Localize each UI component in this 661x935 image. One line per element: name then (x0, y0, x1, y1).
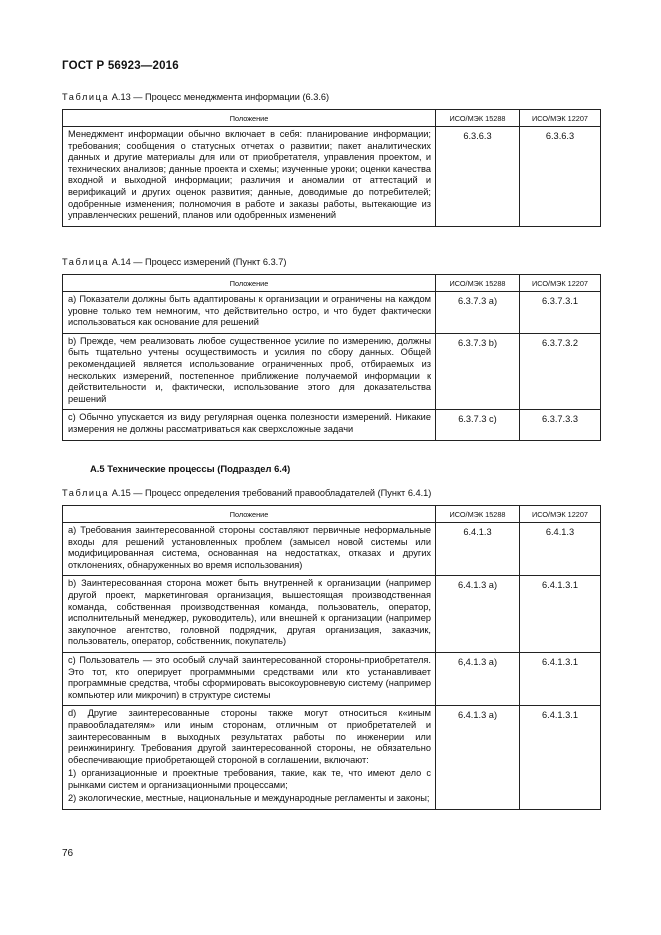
iso12207-ref: 6.3.7.3.2 (520, 333, 601, 410)
table-header-row (63, 506, 601, 523)
provision-text: Менеджмент информации обычно включает в себя: планирование информации; требования; сообщения о статусных отчетах о развитии; пакет аналитических данных и другие материалы для или от приобретателя, управления проектом, и технических анализов; данные проекта и схемы; изученные уроки; оценки качества входной и выходной информации; различия и аномалии от аттестаций и верификаций и других оценок развития; данные, доводимые до потребителей; одобренные изменения; полномочия в работе и заказы работы, вытекающие из управленческих решений, планов или одобренных изменений (68, 129, 431, 221)
provision-text: b) Прежде, чем реализовать любое существенное усилие по измерению, должны быть тщательно учтены осуществимость и усилия по сбору данных. Общей рекомендацией является использование ограниченных проб, отбираемых из нескольких измерений, постепенное приближение получаемой информации к действительности и, фактически, использование этого для доказательства решений (68, 335, 431, 404)
table-title: А.15 — Процесс определения требований правообладателей (Пункт 6.4.1) (111, 488, 432, 498)
iso12207-ref: 6.3.7.3.1 (520, 292, 601, 334)
iso15288-ref: 6.3.6.3 (436, 127, 520, 227)
table-row (63, 410, 601, 440)
table-a14-caption (62, 257, 286, 267)
table-a13 (62, 109, 601, 227)
iso12207-ref: 6.4.1.3.1 (520, 652, 601, 705)
iso12207-ref: 6.3.6.3 (520, 127, 601, 227)
iso15288-ref: 6.4.1.3 a) (436, 706, 520, 810)
table-a14 (62, 274, 601, 441)
provision-text: c) Обычно упускается из виду регулярная оценка полезности измерений. Никакие измерения не должны рассматриваться как сверхсложные задачи (68, 412, 431, 434)
provision-cell (63, 333, 436, 410)
iso12207-ref: 6.3.7.3.3 (520, 410, 601, 440)
table-row (63, 706, 601, 810)
iso15288-ref: 6,4.1.3 a) (436, 652, 520, 705)
table-row (63, 523, 601, 576)
iso15288-ref: 6.4.1.3 (436, 523, 520, 576)
iso15288-ref: 6.3.7.3 a) (436, 292, 520, 334)
provision-text: c) Пользователь — это особый случай заинтересованной стороны-приобретателя. Это тот, кто оперирует программными средствами или кто устанавливает программные средства, чтобы сформировать высокоуровневую систему (например компьютер или микрочип) в структуре системы (68, 654, 431, 700)
table-row (63, 652, 601, 705)
provision-cell (63, 523, 436, 576)
iso15288-ref: 6.4.1.3 a) (436, 576, 520, 653)
provision-cell (63, 576, 436, 653)
page-number: 76 (62, 848, 74, 859)
column-header-iso15288: ИСО/МЭК 15288 (436, 110, 520, 127)
column-header-iso15288: ИСО/МЭК 15288 (436, 275, 520, 292)
section-heading: А.5 Технические процессы (Подраздел 6.4) (90, 463, 291, 474)
table-row (63, 333, 601, 410)
table-row (63, 292, 601, 334)
table-header-row (63, 110, 601, 127)
iso15288-ref: 6.3.7.3 c) (436, 410, 520, 440)
provision-cell (63, 292, 436, 334)
column-header-iso12207: ИСО/МЭК 12207 (520, 506, 601, 523)
column-header-provision: Положение (63, 275, 436, 292)
table-row (63, 127, 601, 227)
table-a13-caption (62, 92, 329, 102)
provision-text: 1) организационные и проектные требования, такие, как те, что имеют дело с рынками систем и организационными процессами; (68, 768, 431, 790)
provision-cell (63, 706, 436, 810)
iso12207-ref: 6.4.1.3.1 (520, 706, 601, 810)
iso15288-ref: 6.3.7.3 b) (436, 333, 520, 410)
provision-text: a) Требования заинтересованной стороны составляют первичные неформальные входы для решений установленных проблем (замысел новой системы или модифицированная система, основанная на недостатках, отказах и других отклонениях, обнаруженных во время использования) (68, 525, 431, 570)
provision-text: a) Показатели должны быть адаптированы к организации и ограничены на каждом уровне только тем немногим, что действительно остро, и что будет фактически использоваться как основание для решений (68, 294, 431, 328)
document-header: ГОСТ Р 56923—2016 (62, 60, 179, 72)
iso12207-ref: 6.4.1.3 (520, 523, 601, 576)
iso12207-ref: 6.4.1.3.1 (520, 576, 601, 653)
table-header-row (63, 275, 601, 292)
provision-text: 2) экологические, местные, национальные и международные регламенты и законы; (68, 793, 430, 804)
column-header-iso15288: ИСО/МЭК 15288 (436, 506, 520, 523)
table-title: А.13 — Процесс менеджмента информации (6.3.6) (111, 92, 330, 102)
provision-cell (63, 410, 436, 440)
provision-text: b) Заинтересованная сторона может быть внутренней к организации (например другой проект, маркетинговая организация, вышестоящая производственная команда, собственная производственная команда, пользователь, оператор, исполнительный менеджер, руководитель), или внешней к организации (например закупочное агентство, головной подрядчик, другая организация, заказчик, пользователь, оператор, собственник, покупатель) (68, 578, 431, 647)
provision-cell (63, 127, 436, 227)
table-row (63, 576, 601, 653)
column-header-provision: Положение (63, 110, 436, 127)
table-label: Таблица (62, 257, 110, 267)
provision-text: d) Другие заинтересованные стороны также могут относиться к«иным правообладателям» или иным сторонам, отличным от приобретателей и заинтересованным в выходных результатах работы по инженерии или реинжинирингу. Требования другой заинтересованной стороны, не обязательно обеспечивающие приобретающей стороной в соглашении, включают: (68, 708, 431, 765)
column-header-provision: Положение (63, 506, 436, 523)
table-a15 (62, 505, 601, 810)
column-header-iso12207: ИСО/МЭК 12207 (520, 110, 601, 127)
table-title: А.14 — Процесс измерений (Пункт 6.3.7) (111, 257, 287, 267)
table-label: Таблица (62, 488, 110, 498)
table-label: Таблица (62, 92, 110, 102)
column-header-iso12207: ИСО/МЭК 12207 (520, 275, 601, 292)
table-a15-caption (62, 488, 431, 498)
provision-cell (63, 652, 436, 705)
